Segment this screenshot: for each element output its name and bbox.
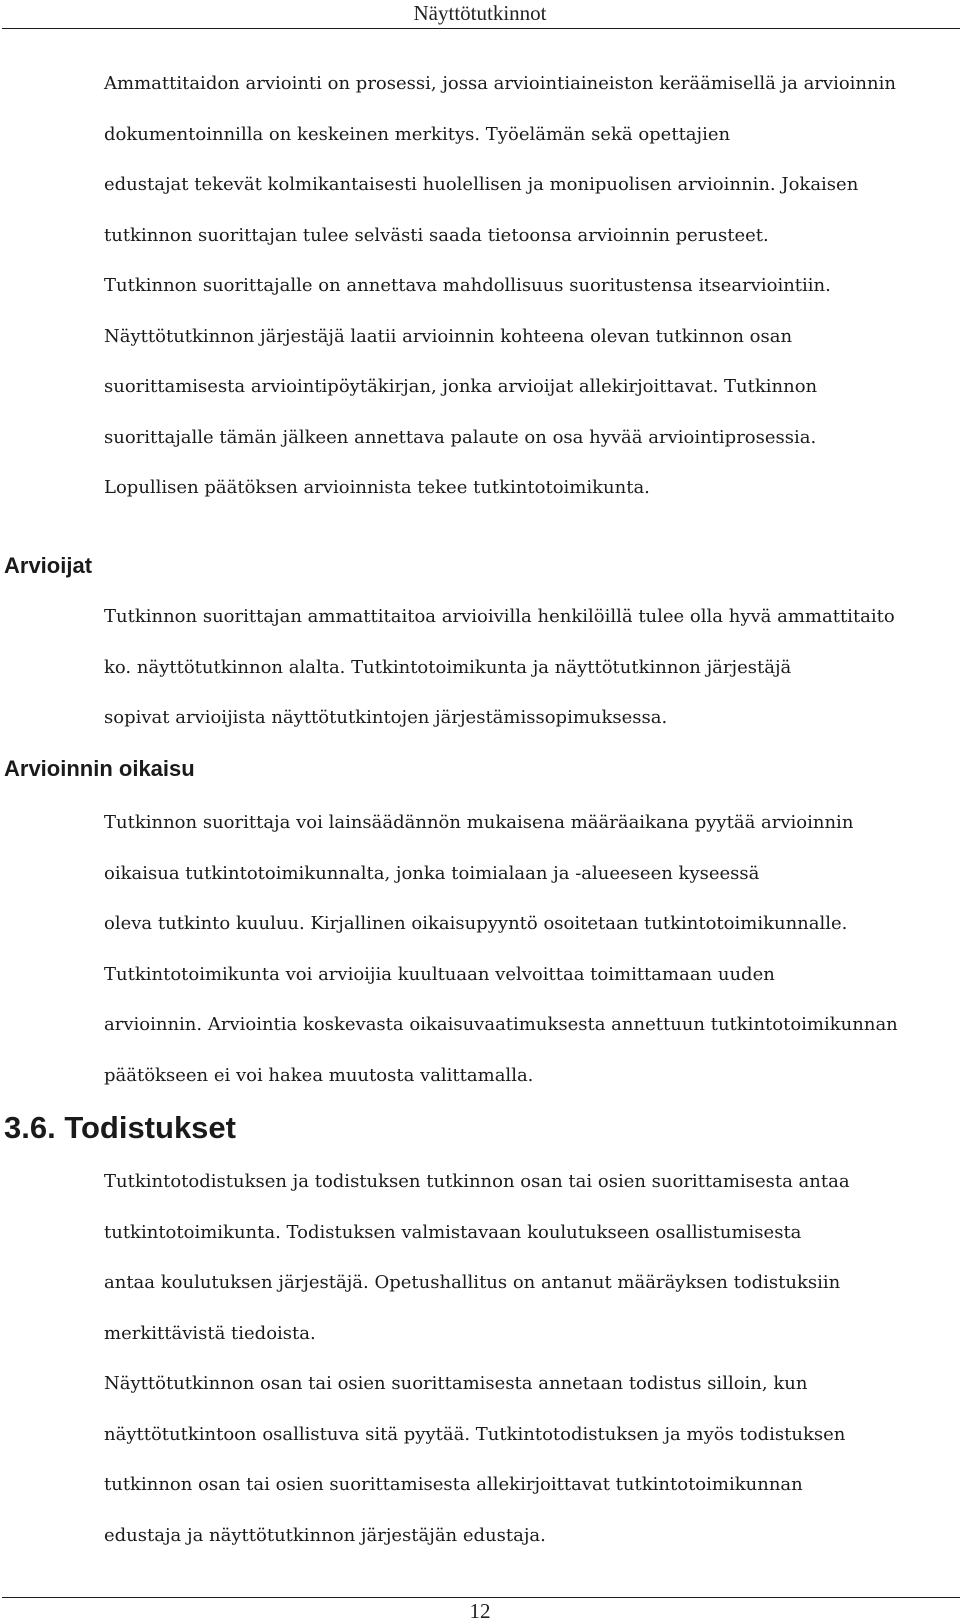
text-line: edustaja ja näyttötutkinnon järjestäjän edustaja. (104, 1524, 546, 1546)
text-line: päätökseen ei voi hakea muutosta valittamalla. (104, 1064, 534, 1086)
heading-arvioinnin-oikaisu: Arvioinnin oikaisu (4, 756, 195, 781)
text-line: suorittamisesta arviointipöytäkirjan, jonka arvioijat allekirjoittavat. Tutkinnon (104, 376, 818, 397)
text-line: Tutkintotoimikunta voi arvioijia kuultuaan velvoittaa toimittamaan uuden (104, 963, 775, 985)
text-line: Tutkintotodistuksen ja todistuksen tutkinnon osan tai osien suorittamisesta antaa (104, 1171, 850, 1192)
header-rule (2, 28, 960, 29)
text-line: suorittajalle tämän jälkeen annettava palaute on osa hyvää arviointiprosessia. (104, 426, 817, 448)
arvioijat-paragraph (104, 592, 934, 744)
intro-paragraph (104, 59, 934, 514)
text-line: tutkintotoimikunta. Todistuksen valmistavaan koulutukseen osallistumisesta (104, 1221, 802, 1243)
heading-todistukset: 3.6. Todistukset (4, 1110, 236, 1145)
text-line: edustajat tekevät kolmikantaisesti huolellisen ja monipuolisen arvioinnin. Jokaisen (104, 174, 859, 195)
text-line: oleva tutkinto kuuluu. Kirjallinen oikaisupyyntö osoitetaan tutkintotoimikunnalle. (104, 913, 848, 934)
text-line: antaa koulutuksen järjestäjä. Opetushallitus on antanut määräyksen todistuksiin (104, 1272, 841, 1293)
text-line: Näyttötutkinnon järjestäjä laatii arvioinnin kohteena olevan tutkinnon osan (104, 325, 793, 347)
running-header-title: Näyttötutkinnot (413, 1, 547, 25)
text-line: merkittävistä tiedoista. (104, 1322, 316, 1344)
text-line: Lopullisen päätöksen arvioinnista tekee tutkintotoimikunta. (104, 477, 650, 498)
footer-rule (2, 1597, 960, 1598)
text-line: tutkinnon osan tai osien suorittamisesta allekirjoittavat tutkintotoimikunnan (104, 1474, 803, 1495)
text-line: dokumentoinnilla on keskeinen merkitys. Työelämän sekä opettajien (104, 123, 731, 145)
todistukset-paragraph-2 (104, 1359, 934, 1561)
running-header (0, 0, 960, 30)
heading-arvioijat: Arvioijat (4, 553, 93, 578)
page-number: 12 (469, 1599, 491, 1623)
text-line: Tutkinnon suorittajan ammattitaitoa arvioivilla henkilöillä tulee olla hyvä ammattitaito (104, 606, 895, 627)
oikaisu-paragraph (104, 798, 934, 1101)
text-line: arvioinnin. Arviointia koskevasta oikaisuvaatimuksesta annettuun tutkintotoimikunnan (104, 1014, 898, 1035)
text-line: Näyttötutkinnon osan tai osien suorittamisesta annetaan todistus silloin, kun (104, 1373, 808, 1394)
text-line: sopivat arvioijista näyttötutkintojen järjestämissopimuksessa. (104, 707, 668, 728)
text-line: näyttötutkintoon osallistuva sitä pyytää. Tutkintotodistuksen ja myös todistuksen (104, 1423, 846, 1445)
todistukset-paragraph-1 (104, 1157, 934, 1359)
text-line: Ammattitaidon arviointi on prosessi, jossa arviointiaineiston keräämisellä ja arvioinnin (104, 73, 896, 94)
text-line: Tutkinnon suorittajalle on annettava mahdollisuus suoritustensa itsearviointiin. (104, 275, 831, 296)
text-line: oikaisua tutkintotoimikunnalta, jonka toimialaan ja -alueeseen kyseessä (104, 862, 760, 884)
text-line: ko. näyttötutkinnon alalta. Tutkintotoimikunta ja näyttötutkinnon järjestäjä (104, 656, 792, 678)
text-line: Tutkinnon suorittaja voi lainsäädännön mukaisena määräaikana pyytää arvioinnin (104, 812, 854, 833)
text-line: tutkinnon suorittajan tulee selvästi saada tietoonsa arvioinnin perusteet. (104, 224, 769, 246)
